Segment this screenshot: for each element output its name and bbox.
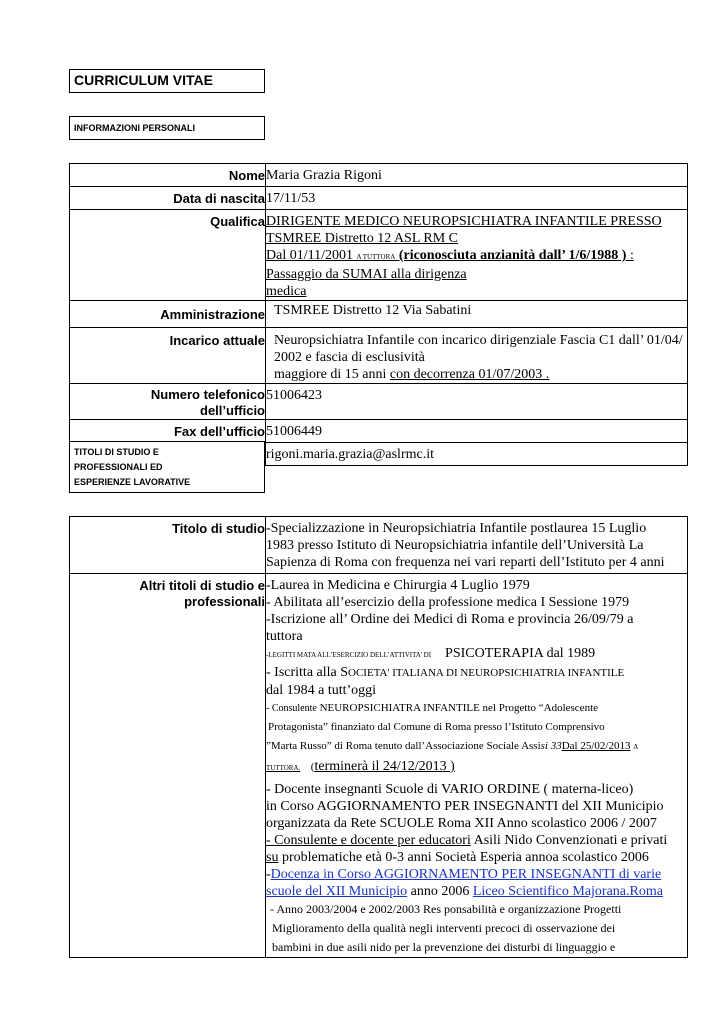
fax-label: Fax dell’ufficio [70, 420, 266, 443]
list-item: -LEGITTI MATA ALL’ESERCIZIO DELL’ATTIVITA’ DI PSICOTERAPIA dal 1989 [266, 646, 596, 661]
nome-label: Nome [70, 164, 266, 187]
section-heading-studies-line1: TITOLI DI STUDIO E [74, 447, 159, 457]
incarico-line2: maggiore di 15 anni con decorrenza 01/07/2003 . [274, 367, 550, 382]
nome-value: Maria Grazia Rigoni [266, 164, 688, 187]
table-row [70, 420, 688, 443]
section-heading-studies-line2: PROFESSIONALI ED [74, 462, 163, 472]
nascita-value: 17/11/53 [266, 187, 688, 210]
qualifica-line3: medica [266, 284, 307, 299]
altri-label: Altri titoli di studio e professionali [70, 574, 266, 958]
qualifica-line1: DIRIGENTE MEDICO NEUROPSICHIATRA INFANTILE PRESSO TSMREE Distretto 12 ASL RM C [266, 214, 662, 246]
section-heading-personal-text: INFORMAZIONI PERSONALI [74, 123, 195, 133]
list-item: -Laurea in Medicina e Chirurgia 4 Luglio 1979 [266, 578, 530, 593]
list-item: su problematiche età 0-3 anni Società Esperia annoa scolastico 2006 [266, 850, 649, 865]
incarico-line1: Neuropsichiatra Infantile con incarico dirigenziale Fascia C1 dall’ 01/04/ 2002 e fascia di esclusività [274, 333, 683, 365]
qualifica-line2 [266, 247, 687, 283]
incarico-label: Incarico attuale [70, 328, 266, 384]
cv-title: CURRICULUM VITAE [69, 69, 265, 93]
list-item: - Docente insegnanti Scuole di VARIO ORDINE ( materna-liceo) [266, 782, 634, 797]
table-row [70, 574, 688, 958]
personal-info-table [69, 163, 688, 466]
list-item: bambini in due asili nido per la prevenzione dei disturbi di linguaggio e [272, 940, 616, 954]
list-item: Miglioramento della qualità negli interventi precoci di osservazione dei [272, 921, 616, 935]
qualifica-tuttora: A TUTTORA [356, 253, 396, 261]
section-heading-studies-line3: ESPERIENZE LAVORATIVE [74, 477, 191, 487]
docenza-link[interactable]: Docenza in Corso AGGIORNAMENTO PER INSEGNANTI di varie [270, 867, 662, 882]
table-row [70, 384, 688, 420]
titolo-value: -Specializzazione in Neuropsichiatria Infantile postlaurea 15 Luglio 1983 presso Istituto di Neuropsichiatria infantile dell’Università La Sapienza di Roma con frequenza nei vari reparti dell’Istituto per 4 anni [266, 517, 688, 574]
titolo-label: Titolo di studio [70, 517, 266, 574]
fax-value: 51006449 [266, 420, 688, 443]
section-heading-studies [69, 441, 265, 493]
table-row [70, 301, 688, 328]
table-row [70, 328, 688, 384]
list-item: -Docenza in Corso AGGIORNAMENTO PER INSEGNANTI di varie [266, 867, 662, 882]
qualifica-date: Dal 01/11/2001 [266, 248, 353, 263]
list-item: scuole del XII Municipio anno 2006 Liceo Scientifico Majorana.Roma [266, 884, 663, 899]
email-value: rigoni.maria.grazia@aslrmc.it [266, 443, 688, 466]
list-item: - Anno 2003/2004 e 2002/2003 Res ponsabilità e organizzazione Progetti [270, 902, 622, 916]
nascita-label: Data di nascita [70, 187, 266, 210]
incarico-decorrenza: con decorrenza 01/07/2003 . [389, 367, 550, 382]
altri-value [266, 574, 688, 958]
telefono-value: 51006423 [266, 384, 688, 420]
list-item: organizzata da Rete SCUOLE Roma XII Anno scolastico 2006 / 2007 [266, 816, 657, 831]
list-item: - Abilitata all’esercizio della professione medica I Sessione 1979 [266, 595, 630, 610]
telefono-label: Numero telefonico dell’ufficio [70, 384, 266, 420]
table-row [70, 210, 688, 301]
amministrazione-value: TSMREE Distretto 12 Via Sabatini [266, 301, 688, 328]
list-item: - Consulente NEUROPSICHIATRA INFANTILE nel Progetto “Adolescente [266, 702, 599, 714]
studies-table [69, 516, 688, 958]
list-item: - Consulente e docente per educatori Asili Nido Convenzionati e privati [266, 833, 668, 848]
amministrazione-label: Amministrazione [70, 301, 266, 328]
incarico-value [266, 328, 688, 384]
list-item: dal 1984 a tutt’oggi [266, 683, 377, 698]
list-item: - Iscritta alla SOCIETA' ITALIANA DI NEUROPSICHIATRIA INFANTILE [266, 665, 625, 680]
table-row [70, 164, 688, 187]
liceo-link[interactable]: Liceo Scientifico Majorana.Roma [472, 884, 663, 899]
qualifica-passaggio: : Passaggio da SUMAI alla dirigenza [266, 248, 634, 282]
qualifica-value [266, 210, 688, 301]
section-heading-personal [69, 116, 265, 140]
qualifica-anzianita: (riconosciuta anzianità dall’ 1/6/1988 ) [398, 248, 627, 263]
list-item: tuttora [266, 629, 303, 644]
municipio-link[interactable]: scuole del XII Municipio [266, 884, 408, 899]
list-item: Protagonista” finanziato dal Comune di Roma presso l’Istituto Comprensivo [268, 721, 605, 733]
list-item: TUTTORA. (terminerà il 24/12/2013 ) [266, 759, 455, 774]
table-row [70, 187, 688, 210]
table-row [70, 517, 688, 574]
qualifica-label: Qualifica [70, 210, 266, 301]
list-item: -Iscrizione all’ Ordine dei Medici di Roma e provincia 26/09/79 a [266, 612, 634, 627]
list-item: ”Marta Russo” di Roma tenuto dall’Associazione Sociale Assisi 33Dal 25/02/2013 A [266, 740, 639, 752]
list-item: in Corso AGGIORNAMENTO PER INSEGNANTI del XII Municipio [266, 799, 664, 814]
